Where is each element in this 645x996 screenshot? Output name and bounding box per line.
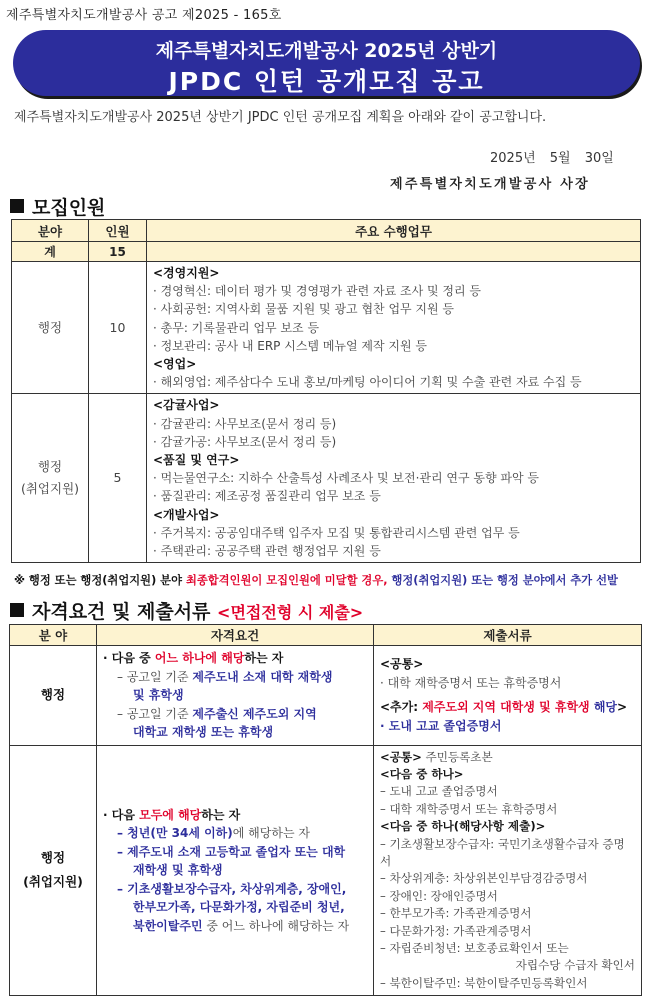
field-cell: 행정 (취업지원) xyxy=(12,394,89,563)
doc-item: – 대학 재학증명서 또는 휴학증명서 xyxy=(380,801,558,816)
documents-cell xyxy=(374,646,642,746)
doc-item: – 북한이탈주민: 북한이탈주민등록확인서 xyxy=(380,975,588,990)
intro-text: 제주특별자치도개발공사 2025년 상반기 JPDC 인턴 공개모집 계획을 아래와 같이 공고합니다. xyxy=(14,110,547,125)
doc-item: – 한부모가족: 가족관계증명서 xyxy=(380,906,532,921)
duty-item: · 감귤관리: 사무보조(문서 정리 등) xyxy=(153,416,337,431)
notice-date: 2025년 5월 30일 xyxy=(490,151,614,166)
header-duties: 주요 수행업무 xyxy=(147,220,641,242)
requirements-cell xyxy=(97,745,374,996)
doc-group-title: <추가: 제주도외 지역 대학생 및 휴학생 해당> xyxy=(380,700,628,715)
square-bullet-icon xyxy=(10,199,24,213)
duties-cell xyxy=(147,262,641,394)
requirement-item: – 청년(만 34세 이하)에 해당하는 자 xyxy=(117,826,310,841)
total-count: 15 xyxy=(89,242,147,262)
requirement-item-cont: 재학생 및 휴학생 xyxy=(133,863,223,878)
doc-group-title: <공통> 주민등록초본 xyxy=(380,749,493,764)
duty-item: · 감귤가공: 사무보조(문서 정리 등) xyxy=(153,434,337,449)
total-label: 계 xyxy=(12,242,89,262)
square-bullet-icon xyxy=(10,603,24,617)
duty-item: · 품질관리: 제조공정 품질관리 업무 보조 등 xyxy=(153,489,381,504)
section2-heading xyxy=(10,597,363,624)
duty-group-title: <감귤사업> xyxy=(153,398,220,413)
table-header-row xyxy=(12,220,641,242)
duty-item: · 총무: 기록물관리 업무 보조 등 xyxy=(153,320,320,335)
qualification-table xyxy=(9,624,642,996)
doc-item: · 도내 고교 졸업증명서 xyxy=(380,718,502,733)
doc-item: – 도내 고교 졸업증명서 xyxy=(380,784,498,799)
duty-group-title: <품질 및 연구> xyxy=(153,453,240,468)
recruitment-table xyxy=(11,219,641,563)
header-documents: 제출서류 xyxy=(374,625,642,646)
requirements-cell xyxy=(97,646,374,746)
doc-group-title: <다음 중 하나> xyxy=(380,766,464,781)
doc-group-title: <다음 중 하나(해당사항 제출)> xyxy=(380,819,546,834)
duty-group-title: <개발사업> xyxy=(153,507,220,522)
table-row xyxy=(12,394,641,563)
section1-heading xyxy=(10,193,105,220)
header-requirements: 자격요건 xyxy=(97,625,374,646)
banner-title-line2: JPDC 인턴 공개모집 공고 xyxy=(168,67,485,96)
doc-item-cont: 자립수당 수급자 확인서 xyxy=(515,958,635,973)
doc-item: – 다문화가정: 가족관계증명서 xyxy=(380,923,532,938)
doc-group-title: <공통> xyxy=(380,657,424,672)
requirement-item: – 기초생활보장수급자, 차상위계층, 장애인, xyxy=(117,881,347,896)
documents-cell xyxy=(374,745,642,996)
field-cell: 행정 xyxy=(10,646,97,746)
duty-item: · 주거복지: 공공임대주택 입주자 모집 및 통합관리시스템 관련 업무 등 xyxy=(153,525,520,540)
duties-cell xyxy=(147,394,641,563)
table-row xyxy=(10,745,642,996)
requirement-item: – 제주도내 소재 고등학교 졸업자 또는 대학 xyxy=(117,844,346,859)
field-cell: 행정 xyxy=(12,262,89,394)
table-row xyxy=(12,262,641,394)
header-field: 분야 xyxy=(12,220,89,242)
doc-item: – 자립준비청년: 보호종료확인서 또는 xyxy=(380,940,569,955)
table-header-row xyxy=(10,625,642,646)
duty-item: · 정보관리: 공사 내 ERP 시스템 메뉴얼 제작 지원 등 xyxy=(153,338,428,353)
requirement-item-cont: 대학교 재학생 또는 휴학생 xyxy=(133,725,274,739)
count-cell: 10 xyxy=(89,262,147,394)
duty-item: · 해외영업: 제주삼다수 도내 홍보/마케팅 아이디어 기획 및 수출 관련 자료 수집 등 xyxy=(153,375,582,390)
footnote: ※ 행정 또는 행정(취업지원) 분야 최종합격인원이 모집인원에 미달할 경우, 행정(취업지원) 또는 행정 분야에서 추가 선발 xyxy=(14,574,618,587)
requirement-item-cont: 및 휴학생 xyxy=(133,688,184,702)
duty-group-title: <영업> xyxy=(153,357,197,372)
duty-item: · 먹는물연구소: 지하수 산출특성 사례조사 및 보전·관리 연구 동향 파악 등 xyxy=(153,471,539,486)
requirement-item-cont: 북한이탈주민 중 어느 하나에 해당하는 자 xyxy=(133,918,350,933)
duty-item: · 주택관리: 공공주택 관련 행정업무 지원 등 xyxy=(153,544,381,559)
doc-item: · 대학 재학증명서 또는 휴학증명서 xyxy=(380,675,562,690)
doc-item: – 기초생활보장수급자: 국민기초생활수급자 증명서 xyxy=(380,836,625,868)
field-cell: 행정 (취업지원) xyxy=(10,745,97,996)
section2-title: 자격요건 및 제출서류 xyxy=(32,601,211,623)
requirement-item-cont: 한부모가족, 다문화가정, 자립준비 청년, xyxy=(133,900,345,915)
notice-number: 제주특별자치도개발공사 공고 제2025 - 165호 xyxy=(6,8,282,23)
count-cell: 5 xyxy=(89,394,147,563)
doc-item: – 차상위계층: 차상위본인부담경감증명서 xyxy=(380,871,588,886)
table-row xyxy=(10,646,642,746)
header-field: 분 야 xyxy=(10,625,97,646)
signer: 제주특별자치도개발공사 사장 xyxy=(390,177,590,192)
title-banner xyxy=(13,30,640,96)
duty-item: · 사회공헌: 지역사회 물품 지원 및 광고 협찬 업무 지원 등 xyxy=(153,302,455,317)
duty-item: · 경영혁신: 데이터 평가 및 경영평가 관련 자료 조사 및 정리 등 xyxy=(153,284,482,299)
requirement-item: – 공고일 기준 제주출신 제주도외 지역 xyxy=(117,706,317,721)
header-count: 인원 xyxy=(89,220,147,242)
requirement-head: · 다음 중 어느 하나에 해당하는 자 xyxy=(103,651,284,665)
requirement-item: – 공고일 기준 제주도내 소재 대학 재학생 xyxy=(117,669,333,684)
total-row xyxy=(12,242,641,262)
doc-item: – 장애인: 장애인증명서 xyxy=(380,888,498,903)
section1-title: 모집인원 xyxy=(32,197,106,219)
duty-group-title: <경영지원> xyxy=(153,266,220,280)
banner-title-line1: 제주특별자치도개발공사 2025년 상반기 xyxy=(155,40,498,62)
requirement-head: · 다음 모두에 해당하는 자 xyxy=(103,807,241,822)
section2-tag: <면접전형 시 제출> xyxy=(217,603,364,622)
